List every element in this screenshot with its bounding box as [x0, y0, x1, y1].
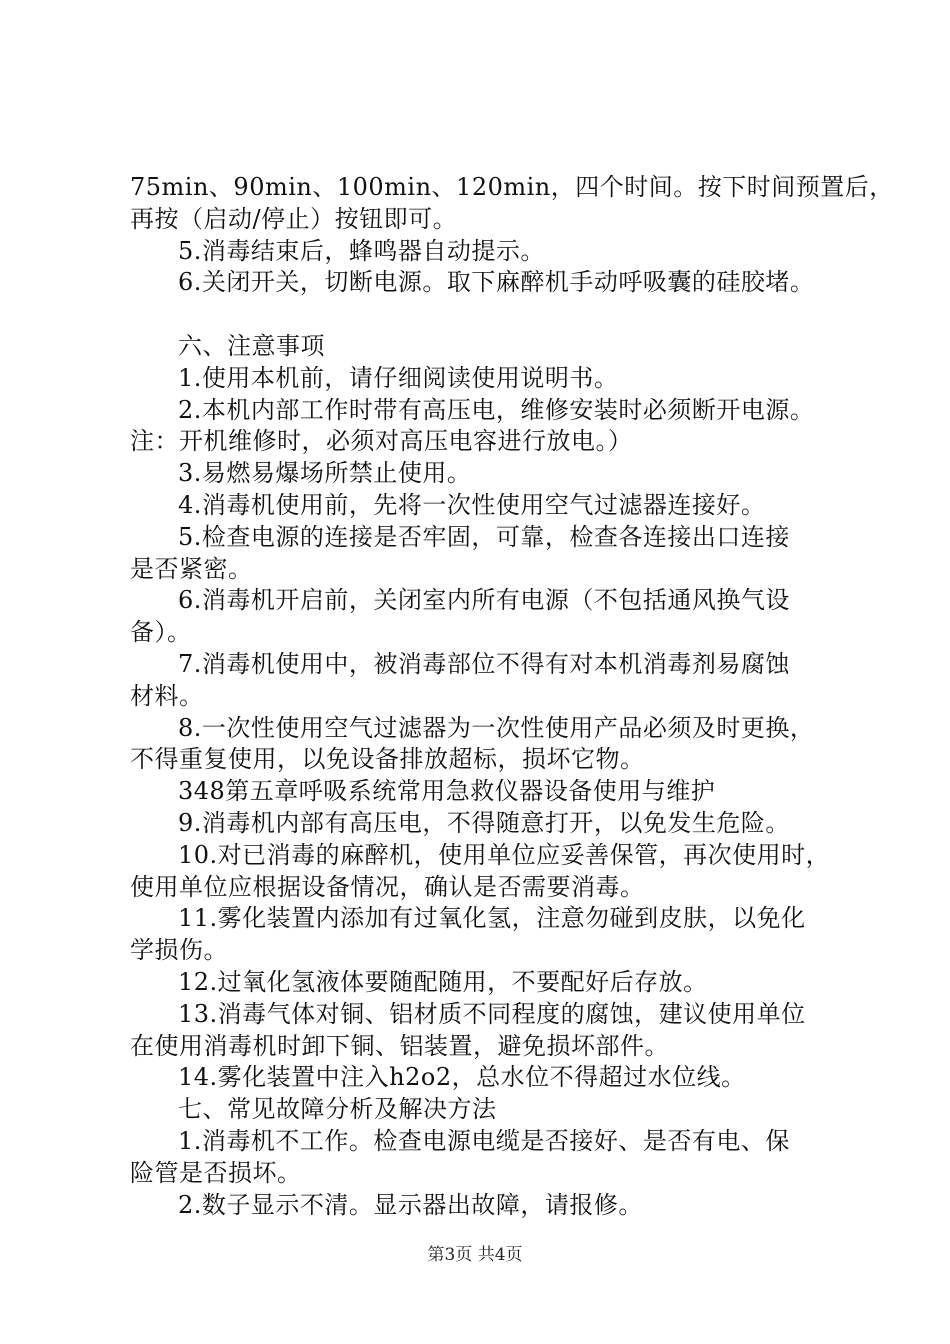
text-line: 5.消毒结束后，蜂鸣器自动提示。 — [178, 236, 545, 265]
text-line: 在使用消毒机时卸下铜、铝装置，避免损坏部件。 — [130, 1031, 669, 1060]
text-line: 备）。 — [130, 618, 192, 647]
text-line: 75min、90min、100min、120min，四个时间。按下时间预置后， — [130, 173, 894, 201]
text-line: 13.消毒气体对铜、铝材质不同程度的腐蚀，建议使用单位 — [178, 999, 806, 1028]
text-line: 险管是否损坏。 — [130, 1158, 302, 1187]
page-number-footer: 第3页 共4页 — [427, 1245, 523, 1265]
text-line: 14.雾化装置中注入h2o2，总水位不得超过水位线。 — [178, 1063, 746, 1092]
text-line: 3.易燃易爆场所禁止使用。 — [178, 459, 472, 488]
text-line: 再按（启动/停止）按钮即可。 — [130, 204, 458, 233]
text-line: 7.消毒机使用中，被消毒部位不得有对本机消毒剂易腐蚀 — [178, 649, 790, 678]
text-line: 6.消毒机开启前，关闭室内所有电源（不包括通风换气设 — [178, 586, 790, 615]
text-line: 1.消毒机不工作。检查电源电缆是否接好、是否有电、保 — [178, 1126, 790, 1155]
text-line: 使用单位应根据设备情况，确认是否需要消毒。 — [130, 872, 645, 901]
text-line: 材料。 — [130, 681, 204, 710]
section-heading: 七、常见故障分析及解决方法 — [178, 1095, 497, 1124]
text-line: 9.消毒机内部有高压电，不得随意打开，以免发生危险。 — [178, 808, 790, 837]
chapter-header-line: 348第五章呼吸系统常用急救仪器设备使用与维护 — [178, 777, 716, 806]
text-line: 1.使用本机前，请仔细阅读使用说明书。 — [178, 363, 619, 392]
text-line: 注：开机维修时，必须对高压电容进行放电。） — [130, 427, 633, 456]
text-line: 不得重复使用，以免设备排放超标，损坏它物。 — [130, 745, 645, 774]
text-line: 12.过氧化氢液体要随配随用，不要配好后存放。 — [178, 967, 708, 996]
text-line: 5.检查电源的连接是否牢固，可靠，检查各连接出口连接 — [178, 522, 790, 551]
text-line: 学损伤。 — [130, 936, 228, 965]
text-line: 2.数子显示不清。显示器出故障，请报修。 — [178, 1190, 643, 1219]
section-heading: 六、注意事项 — [178, 331, 325, 360]
text-line: 2.本机内部工作时带有高压电，维修安装时必须断开电源。 — [178, 395, 815, 424]
document-body — [130, 172, 894, 1221]
paragraph-gap — [130, 299, 842, 331]
text-line: 6.关闭开关，切断电源。取下麻醉机手动呼吸囊的硅胶堵。 — [178, 268, 815, 297]
text-line: 10.对已消毒的麻醉机，使用单位应妥善保管，再次使用时， — [178, 840, 831, 869]
text-line: 8.一次性使用空气过滤器为一次性使用产品必须及时更换， — [178, 713, 815, 742]
text-line: 11.雾化装置内添加有过氧化氢，注意勿碰到皮肤，以免化 — [178, 904, 806, 933]
text-line: 4.消毒机使用前，先将一次性使用空气过滤器连接好。 — [178, 490, 766, 519]
text-line: 是否紧密。 — [130, 554, 253, 583]
